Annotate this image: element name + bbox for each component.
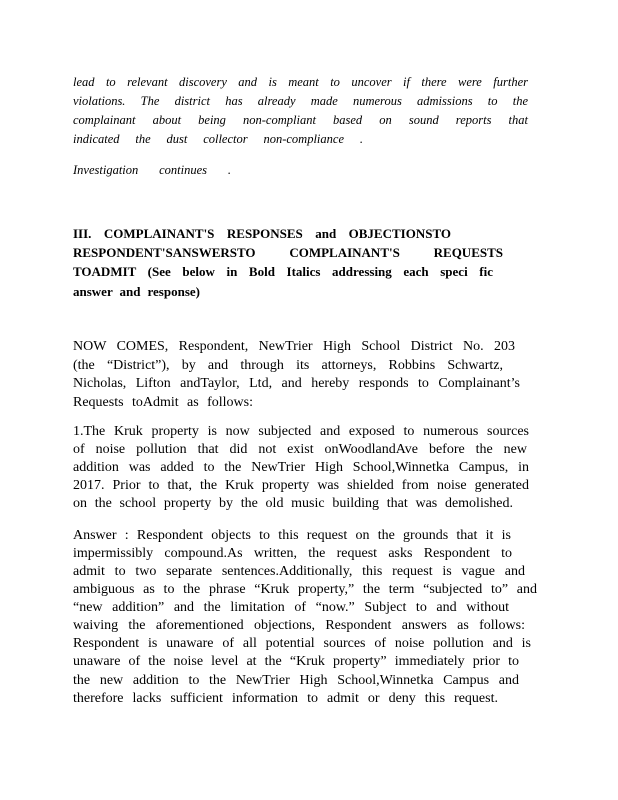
intro-line: lead to relevant discovery and is meant to uncover if there were further (73, 75, 528, 89)
answer-line: Answer : Respondent objects to this request on the grounds that it is (73, 528, 511, 543)
preamble-line: Nicholas, Lifton andTaylor, Ltd, and hereby responds to Complainant’s (73, 376, 520, 391)
answer-line: unaware of the noise level at the “Kruk property” immediately prior to (73, 654, 519, 669)
section-heading-line: III. COMPLAINANT'S RESPONSES and OBJECTIONSTO (73, 226, 451, 241)
intro-line: indicated the dust collector non-compliance . (73, 132, 363, 146)
answer-line: therefore lacks sufficient information to admit or deny this request. (73, 691, 498, 706)
request-line: 2017. Prior to that, the Kruk property was shielded from noise generated (73, 478, 529, 493)
preamble-line: Requests toAdmit as follows: (73, 395, 253, 410)
request-line: on the school property by the old music building that was demolished. (73, 496, 513, 511)
answer-line: ambiguous as to the phrase “Kruk property,” the term “subjected to” and (73, 582, 537, 597)
answer-line: “new addition” and the limitation of “now.” Subject to and without (73, 600, 509, 615)
answer-line: impermissibly compound.As written, the request asks Respondent to (73, 546, 512, 561)
intro-line: complainant about being non-compliant based on sound reports that (73, 113, 528, 127)
preamble-line: (the “District”), by and through its attorneys, Robbins Schwartz, (73, 358, 503, 373)
request-line: of noise pollution that did not exist onWoodlandAve before the new (73, 442, 527, 457)
answer-line: Respondent is unaware of all potential sources of noise pollution and is (73, 636, 531, 651)
request-line: addition was added to the NewTrier High School,Winnetka Campus, in (73, 460, 529, 475)
intro-line: violations. The district has already made numerous admissions to the (73, 94, 528, 108)
section-heading-line: TOADMIT (See below in Bold Italics addressing each speci fic (73, 264, 493, 279)
investigation-status: Investigation continues . (73, 163, 231, 177)
request-line: 1.The Kruk property is now subjected and exposed to numerous sources (73, 424, 529, 439)
section-heading-line: answer and response) (73, 284, 200, 299)
preamble-line: NOW COMES, Respondent, NewTrier High School District No. 203 (73, 339, 515, 354)
answer-line: admit to two separate sentences.Additionally, this request is vague and (73, 564, 525, 579)
section-heading-line: RESPONDENT'SANSWERSTO COMPLAINANT'S REQUESTS (73, 245, 503, 260)
answer-line: waiving the aforementioned objections, Respondent answers as follows: (73, 618, 525, 633)
answer-line: the new addition to the NewTrier High School,Winnetka Campus and (73, 673, 519, 688)
